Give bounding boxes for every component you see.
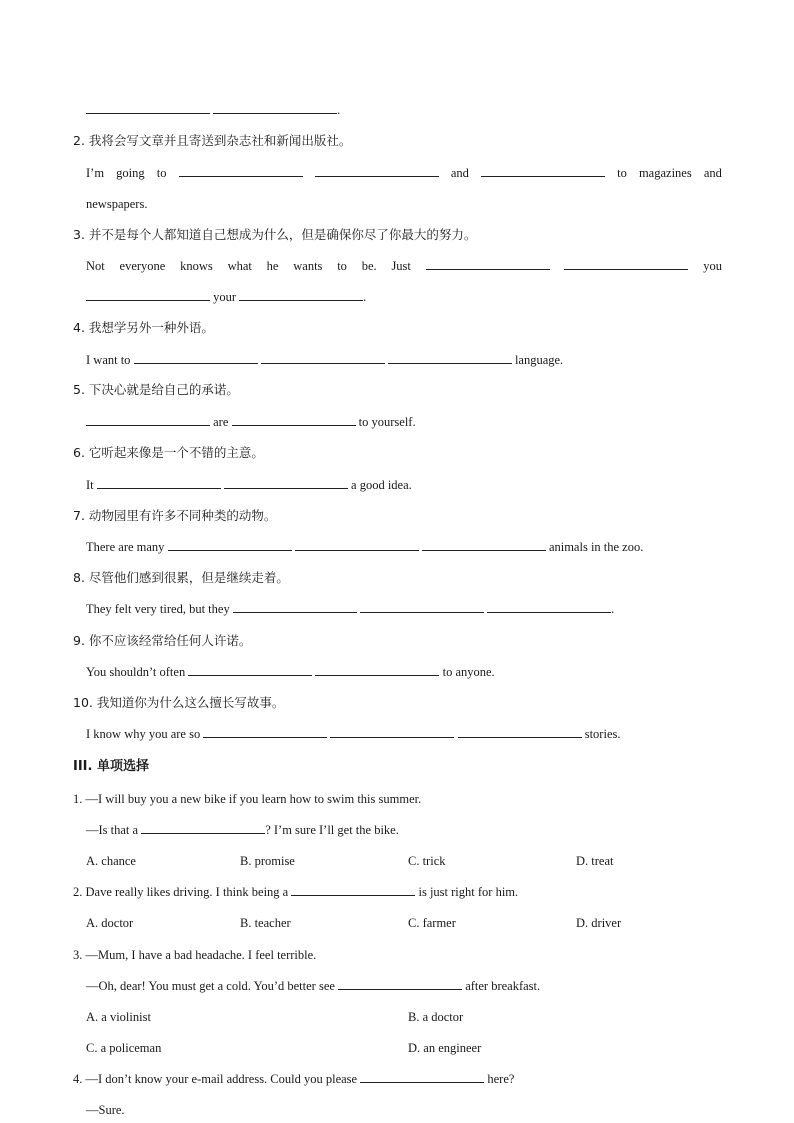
question-3-en-cont: your . bbox=[86, 289, 366, 305]
answer-blank[interactable] bbox=[564, 258, 688, 270]
question-2-cn: 2. 我将会写文章并且寄送到杂志社和新闻出版社。 bbox=[73, 133, 352, 148]
answer-blank[interactable] bbox=[224, 477, 348, 489]
answer-blank[interactable] bbox=[141, 822, 265, 834]
question-10-en: I know why you are so stories. bbox=[86, 727, 621, 741]
mc-3-question: 3. —Mum, I have a bad headache. I feel terrible. bbox=[73, 948, 317, 962]
mc-1-question: 1. —I will buy you a new bike if you learn how to swim this summer. bbox=[73, 792, 422, 806]
answer-blank[interactable] bbox=[388, 352, 512, 364]
question-8-en: They felt very tired, but they . bbox=[86, 602, 615, 616]
question-6-cn: 6. 它听起来像是一个不错的主意。 bbox=[73, 445, 264, 460]
section-heading: III. 单项选择 bbox=[73, 759, 149, 774]
mc-3-option-d[interactable]: D. an engineer bbox=[408, 1041, 482, 1055]
mc-2-question: 2. Dave really likes driving. I think being a is just right for him. bbox=[73, 885, 519, 899]
question-4-cn: 4. 我想学另外一种外语。 bbox=[73, 320, 214, 335]
mc-2-option-b[interactable]: B. teacher bbox=[240, 916, 291, 930]
question-8-cn: 8. 尽管他们感到很累，但是继续走着。 bbox=[73, 570, 289, 585]
question-2-en: I’m going to and to magazines and bbox=[86, 166, 722, 180]
answer-blank[interactable] bbox=[360, 1071, 484, 1083]
answer-blank[interactable] bbox=[458, 726, 582, 738]
answer-blank[interactable] bbox=[86, 289, 210, 301]
mc-4-response: —Sure. bbox=[86, 1103, 125, 1117]
answer-blank[interactable] bbox=[86, 414, 210, 426]
question-9-cn: 9. 你不应该经常给任何人许诺。 bbox=[73, 633, 252, 648]
answer-blank[interactable] bbox=[203, 726, 327, 738]
answer-blank[interactable] bbox=[261, 352, 385, 364]
mc-3-option-b[interactable]: B. a doctor bbox=[408, 1010, 464, 1024]
answer-blank[interactable] bbox=[481, 165, 605, 177]
answer-blank[interactable] bbox=[360, 601, 484, 613]
question-7-cn: 7. 动物园里有许多不同种类的动物。 bbox=[73, 508, 277, 523]
answer-blank[interactable] bbox=[426, 258, 550, 270]
answer-blank[interactable] bbox=[233, 601, 357, 613]
question-2-en-cont: newspapers. bbox=[86, 197, 148, 211]
mc-1-option-c[interactable]: C. trick bbox=[408, 854, 446, 868]
answer-blank[interactable] bbox=[134, 352, 258, 364]
answer-blank[interactable] bbox=[213, 102, 337, 114]
answer-blank[interactable] bbox=[179, 165, 303, 177]
answer-blank[interactable] bbox=[330, 726, 454, 738]
question-3-en: Not everyone knows what he wants to be. Just you bbox=[86, 259, 722, 273]
answer-blank[interactable] bbox=[239, 289, 363, 301]
answer-blank[interactable] bbox=[188, 664, 312, 676]
question-5-cn: 5. 下决心就是给自己的承诺。 bbox=[73, 382, 239, 397]
answer-blank[interactable] bbox=[168, 539, 292, 551]
question-9-en: You shouldn’t often to anyone. bbox=[86, 665, 495, 679]
question-10-cn: 10. 我知道你为什么这么擅长写故事。 bbox=[73, 695, 285, 710]
answer-blank[interactable] bbox=[315, 664, 439, 676]
mc-3-response: —Oh, dear! You must get a cold. You’d better see after breakfast. bbox=[86, 979, 541, 993]
mc-2-option-c[interactable]: C. farmer bbox=[408, 916, 456, 930]
answer-blank[interactable] bbox=[97, 477, 221, 489]
answer-blank[interactable] bbox=[295, 539, 419, 551]
question-5-en: are to yourself. bbox=[86, 414, 416, 430]
question-4-en: I want to language. bbox=[86, 353, 564, 367]
answer-blank[interactable] bbox=[86, 102, 210, 114]
answer-blank[interactable] bbox=[422, 539, 546, 551]
mc-3-option-c[interactable]: C. a policeman bbox=[86, 1041, 162, 1055]
answer-blank[interactable] bbox=[291, 884, 415, 896]
question-6-en: It a good idea. bbox=[86, 478, 412, 492]
prev-answer-line: . bbox=[86, 102, 340, 118]
mc-1-response: —Is that a ? I’m sure I’ll get the bike. bbox=[86, 823, 399, 837]
mc-2-option-d[interactable]: D. driver bbox=[576, 916, 622, 930]
mc-4-question: 4. —I don’t know your e-mail address. Could you please here? bbox=[73, 1072, 515, 1086]
answer-blank[interactable] bbox=[487, 601, 611, 613]
answer-blank[interactable] bbox=[338, 978, 462, 990]
answer-blank[interactable] bbox=[232, 414, 356, 426]
mc-1-option-a[interactable]: A. chance bbox=[86, 854, 136, 868]
mc-2-option-a[interactable]: A. doctor bbox=[86, 916, 134, 930]
answer-blank[interactable] bbox=[315, 165, 439, 177]
mc-1-option-d[interactable]: D. treat bbox=[576, 854, 614, 868]
question-3-cn: 3. 并不是每个人都知道自己想成为什么，但是确保你尽了你最大的努力。 bbox=[73, 227, 477, 242]
question-7-en: There are many animals in the zoo. bbox=[86, 540, 644, 554]
mc-3-option-a[interactable]: A. a violinist bbox=[86, 1010, 151, 1024]
mc-1-option-b[interactable]: B. promise bbox=[240, 854, 295, 868]
